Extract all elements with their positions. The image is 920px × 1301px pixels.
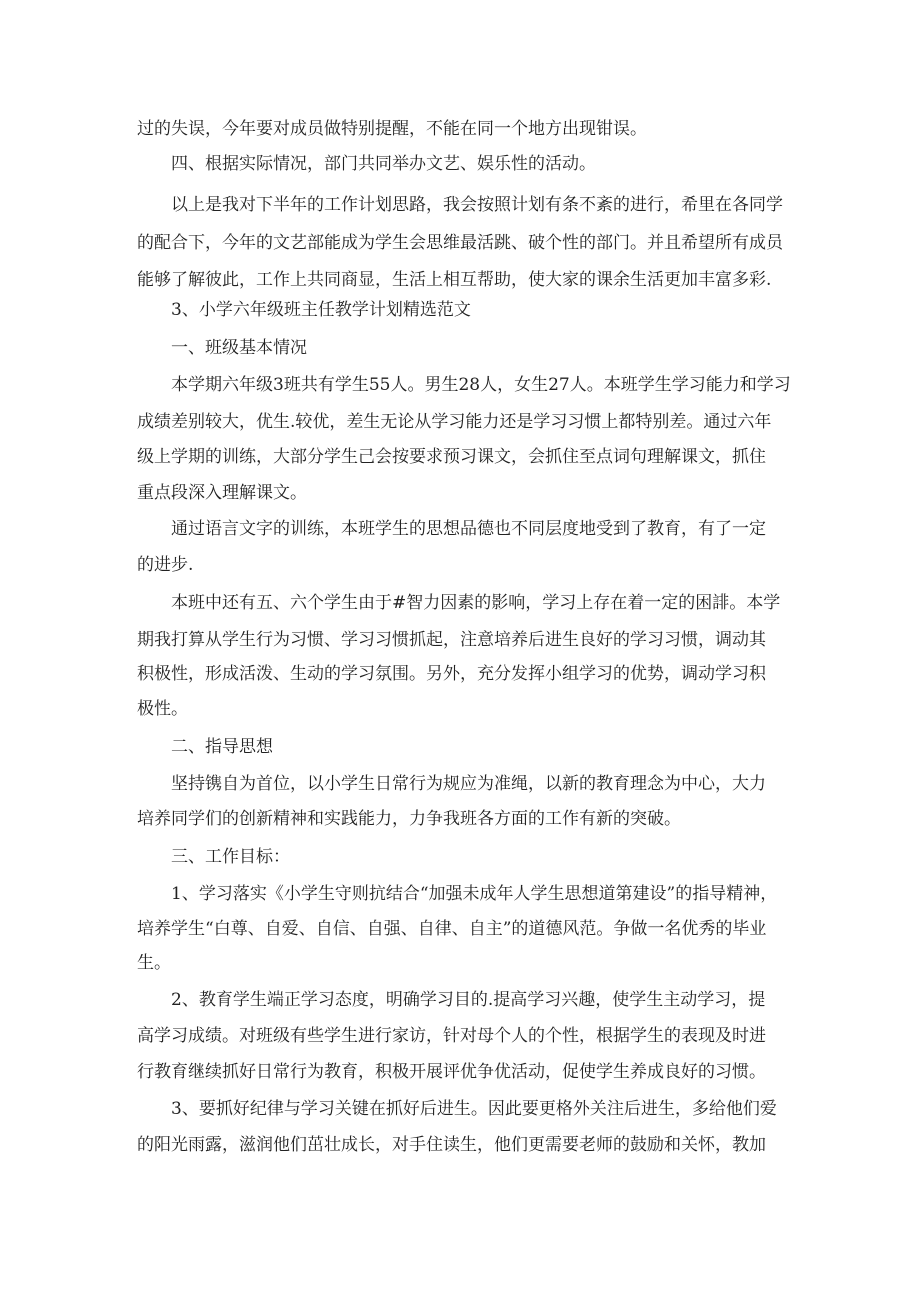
text-line: 一、班级基本情况	[171, 338, 307, 358]
text-line: 能够了解彼此，工作上共同商显，生活上相互帮助，使大家的课余生活更加丰富多彩.	[137, 270, 772, 290]
text-line: 的进步.	[137, 555, 194, 575]
text-line: 四、根据实际情况，部门共同举办文艺、娱乐性的活动。	[171, 154, 596, 174]
text-line: 行教育继续抓好日常行为教育，积极开展评优争优活动，促使学生养成良好的习惯。	[137, 1062, 766, 1082]
text-line: 期我打算从学生行为习惯、学习习惯抓起，注意培养后进生良好的学习习惯，调动其	[137, 630, 766, 650]
text-line: 的阳光雨露，滋润他们茁壮成长，对手住读生，他们更需要老师的鼓励和关怀，教加	[137, 1135, 766, 1155]
text-line: 重点段深入理解课文。	[137, 483, 307, 503]
text-line: 坚持镌自为首位，以小学生日常行为规应为准绳，以新的教育理念为中心，大力	[171, 774, 766, 794]
text-line: 3、要抓好纪律与学习关键在抓好后进生。因此要更格外关注后进生，多给他们爱	[171, 1099, 777, 1119]
text-line: 级上学期的训练，大部分学生己会按要求预习课文，会抓住至点词句理解课文，抓住	[137, 447, 766, 467]
text-line: 以上是我对下半年的工作计划思路，我会按照计划有条不紊的进行，希里在各同学	[171, 195, 783, 215]
text-line: 极性。	[137, 699, 188, 719]
text-line: 过的失误，今年要对成员做特别提醒，不能在同一个地方出现钳误。	[137, 119, 647, 139]
text-line: 3、小学六年级班主任教学计划精选范文	[171, 300, 471, 320]
text-line: 2、教育学生端正学习态度，明确学习目的.提高学习兴趣，使学生主动学习，提	[171, 990, 766, 1010]
text-line: 积极性，形成活泼、生动的学习氛围。另外，充分发挥小组学习的优势，调动学习积	[137, 664, 766, 684]
text-line: 培养同学们的创新精神和实践能力，力争我班各方面的工作有新的突破。	[137, 809, 681, 829]
text-line: 三、工作目标：	[171, 847, 290, 867]
text-line: 高学习成绩。对班级有些学生进行家访，针对母个人的个性，根据学生的表现及时进	[137, 1026, 766, 1046]
text-line: 二、指导思想	[171, 737, 273, 757]
text-line: 生。	[137, 953, 171, 973]
text-line: 1、学习落实《小学生守则抗结合“加强未成年人学生思想道第建设”的指导精神，	[171, 884, 778, 904]
text-line: 成绩差别较大，优生.较优，差生无论从学习能力还是学习习惯上都特别差。通过六年	[137, 412, 772, 432]
text-line: 通过语言文字的训练，本班学生的思想品德也不同层度地受到了教育，有了一定	[171, 519, 766, 539]
text-line: 的配合下，今年的文艺部能成为学生会思维最活跳、破个性的部门。并且希望所有成员	[137, 233, 783, 253]
text-line: 培养学生“白尊、自爱、自信、自强、自律、自主”的道德风范。争做一名优秀的毕业	[137, 919, 767, 939]
text-line: 本班中还有五、六个学生由于#智力因素的影响，学习上存在着一定的困誹。本学	[171, 593, 781, 613]
text-line: 本学期六年级3班共有学生55人。男生28人，女生27人。本班学生学习能力和学习	[171, 375, 791, 395]
